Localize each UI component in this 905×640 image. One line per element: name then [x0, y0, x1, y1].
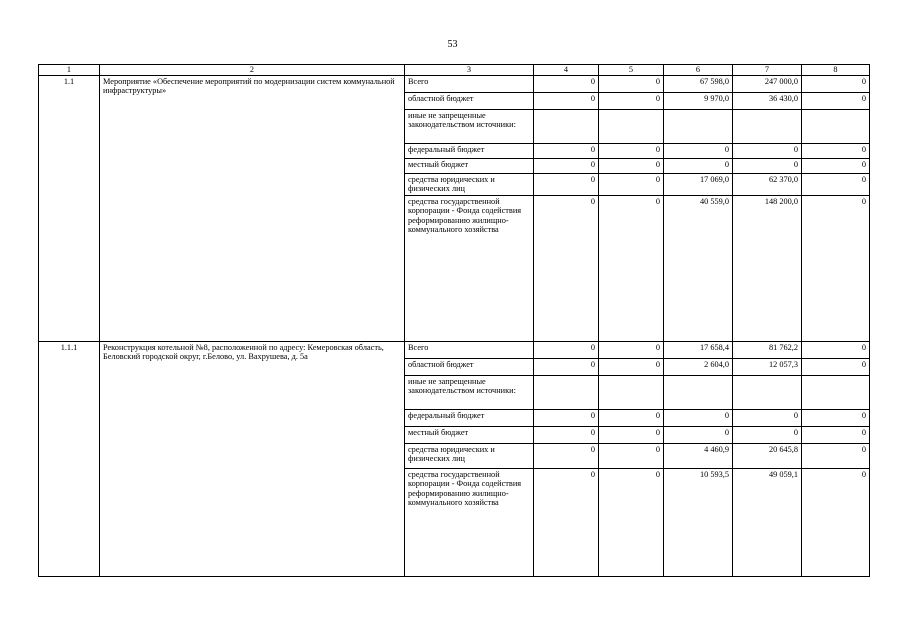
value-cell: 0 [534, 144, 599, 159]
value-cell [733, 110, 802, 144]
value-cell [664, 376, 733, 410]
value-cell: 0 [802, 76, 870, 93]
value-cell [599, 376, 664, 410]
value-cell: 0 [664, 144, 733, 159]
value-cell: 4 460,9 [664, 444, 733, 469]
header-row [39, 65, 870, 76]
header-cell: 1 [39, 65, 100, 76]
value-cell: 0 [802, 144, 870, 159]
value-cell: 0 [802, 444, 870, 469]
value-cell: 0 [599, 93, 664, 110]
value-cell: 62 370,0 [733, 174, 802, 196]
value-cell: 36 430,0 [733, 93, 802, 110]
source-label: федеральный бюджет [405, 144, 534, 159]
value-cell: 0 [599, 144, 664, 159]
value-cell: 9 970,0 [664, 93, 733, 110]
row-code: 1.1.1 [39, 342, 100, 577]
value-cell: 0 [802, 174, 870, 196]
value-cell: 2 604,0 [664, 359, 733, 376]
value-cell: 40 559,0 [664, 196, 733, 342]
value-cell: 20 645,8 [733, 444, 802, 469]
value-cell: 0 [599, 359, 664, 376]
value-cell: 0 [599, 342, 664, 359]
value-cell: 0 [664, 410, 733, 427]
value-cell: 0 [534, 427, 599, 444]
value-cell: 0 [534, 410, 599, 427]
value-cell: 0 [733, 427, 802, 444]
value-cell: 0 [534, 76, 599, 93]
source-label: Всего [405, 76, 534, 93]
value-cell: 0 [802, 159, 870, 174]
value-cell [599, 110, 664, 144]
value-cell: 17 069,0 [664, 174, 733, 196]
header-cell: 4 [534, 65, 599, 76]
value-cell: 0 [802, 196, 870, 342]
value-cell: 0 [599, 159, 664, 174]
source-label: иные не запрещенные законодательством источники: [405, 376, 534, 410]
row-name: Реконструкция котельной №8, расположенной по адресу: Кемеровская область, Беловский городской округ, г.Белово, ул. Вахрушева, д. 5а [100, 342, 405, 577]
value-cell [802, 110, 870, 144]
value-cell: 49 059,1 [733, 469, 802, 577]
source-label: иные не запрещенные законодательством источники: [405, 110, 534, 144]
table-row [39, 76, 870, 93]
header-cell: 3 [405, 65, 534, 76]
source-label: средства юридических и физических лиц [405, 444, 534, 469]
table-row [39, 342, 870, 359]
value-cell: 0 [733, 144, 802, 159]
value-cell: 0 [599, 469, 664, 577]
value-cell [534, 376, 599, 410]
value-cell: 0 [534, 196, 599, 342]
value-cell: 81 762,2 [733, 342, 802, 359]
value-cell [802, 376, 870, 410]
header-cell: 2 [100, 65, 405, 76]
value-cell [664, 110, 733, 144]
value-cell [733, 376, 802, 410]
value-cell: 0 [599, 196, 664, 342]
source-label: средства юридических и физических лиц [405, 174, 534, 196]
value-cell: 0 [802, 469, 870, 577]
source-label: Всего [405, 342, 534, 359]
value-cell: 0 [802, 427, 870, 444]
value-cell: 0 [733, 410, 802, 427]
row-name: Мероприятие «Обеспечение мероприятий по модернизации систем коммунальной инфраструктуры» [100, 76, 405, 342]
value-cell: 0 [599, 444, 664, 469]
source-label: средства государственной корпорации - Фонда содействия реформированию жилищно-коммунального хозяйства [405, 196, 534, 342]
header-cell: 6 [664, 65, 733, 76]
value-cell: 0 [664, 427, 733, 444]
value-cell [534, 110, 599, 144]
value-cell: 0 [802, 359, 870, 376]
value-cell: 0 [733, 159, 802, 174]
header-cell: 8 [802, 65, 870, 76]
value-cell: 12 057,3 [733, 359, 802, 376]
value-cell: 0 [802, 342, 870, 359]
page-number: 53 [447, 39, 458, 50]
value-cell: 0 [534, 159, 599, 174]
source-label: областной бюджет [405, 359, 534, 376]
funding-table [38, 64, 870, 577]
value-cell: 17 658,4 [664, 342, 733, 359]
source-label: местный бюджет [405, 427, 534, 444]
value-cell: 0 [534, 174, 599, 196]
source-label: местный бюджет [405, 159, 534, 174]
source-label: средства государственной корпорации - Фонда содействия реформированию жилищно-коммунального хозяйства [405, 469, 534, 577]
value-cell: 0 [534, 469, 599, 577]
value-cell: 0 [599, 76, 664, 93]
header-cell: 7 [733, 65, 802, 76]
value-cell: 0 [534, 444, 599, 469]
value-cell: 247 000,0 [733, 76, 802, 93]
header-cell: 5 [599, 65, 664, 76]
value-cell: 10 593,5 [664, 469, 733, 577]
value-cell: 0 [599, 427, 664, 444]
value-cell: 0 [664, 159, 733, 174]
value-cell: 0 [599, 174, 664, 196]
source-label: областной бюджет [405, 93, 534, 110]
value-cell: 67 598,0 [664, 76, 733, 93]
value-cell: 148 200,0 [733, 196, 802, 342]
value-cell: 0 [534, 359, 599, 376]
value-cell: 0 [599, 410, 664, 427]
source-label: федеральный бюджет [405, 410, 534, 427]
value-cell: 0 [802, 410, 870, 427]
row-code: 1.1 [39, 76, 100, 342]
value-cell: 0 [534, 93, 599, 110]
value-cell: 0 [802, 93, 870, 110]
value-cell: 0 [534, 342, 599, 359]
